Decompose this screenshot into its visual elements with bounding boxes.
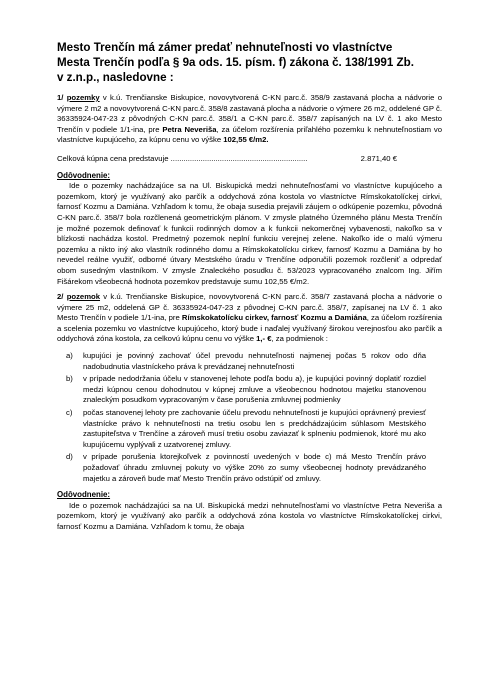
item-2-number: 2/ [57,292,64,302]
item-2-reason-heading: Odôvodnenie: [57,490,111,500]
conditions-list [57,351,442,484]
item-1-buyer: Petra Neveriša [162,124,217,134]
total-price-value: 2.871,40 € [360,153,397,163]
item-2-paragraph [57,292,442,345]
item-2-buyer: Rímskokatolícku cirkev, farnosť Kozmu a Damiána [181,313,367,323]
item-2-total: 1,- € [256,334,272,344]
condition-text: kupujúci je povinný zachovať účel prevodu nehnuteľnosti najmenej počas 5 rokov odo dňa nadobudnutia vlastníckeho práva k prevádzanej nehnuteľnosti [83,351,426,371]
item-1-text-a: v k.ú. Trenčianske Biskupice, novovytvorená C-KN parc.č. 358/9 zastavaná plocha a nádvorie o výmere 2 m2 a novovytvorená C-KN parc.č. 358/8 zastavaná plocha a nádvorie o výmere 26 m2, oddelené GP č. 36335924-047-23 z pôvodných C-KN parc.č. 358/1 a C-KN parc.č. 358/7 zapísaných na LV č. 1 ako Mesto Trenčín v podiele 1/1-ina, pre [57,93,442,134]
item-1-number: 1/ [57,93,64,102]
item-2-reason: Ide o pozemok nachádzajúci sa na Ul. Biskupická medzi nehnuteľnosťami vo vlastníctve Petra Neveriša a pozemkom, ktorý je využívaný ako parčík a oddychová zóna kostola vo vlastníctve Rímskokatolíckej cirkvi, farnosť Kozmu a Damiána. Vzhľadom k tomu, že obaja [57,500,442,531]
condition-text: v prípade nedodržania účelu v stanovenej lehote podľa bodu a), je kupujúci povinný doplatiť rozdiel medzi kúpnou cenou dohodnutou v kúpnej zmluve a všeobecnou hodnotou majetku stanovenou znaleckým posudkom vypracovaným v čase porušenia zmluvnej podmienky [83,374,426,405]
item-2-keyword: pozemok [66,292,101,302]
condition-item [57,408,442,450]
document-title [57,40,442,85]
item-1-unit-price: 102,55 €/m2. [223,135,269,145]
item-1-keyword: pozemky [66,93,100,102]
item-1-text-b: , za účelom rozšírenia priľahlého pozemku k nehnuteľnostiam vo vlastníctve kupujúceho, za kúpnu cenu vo výške [57,124,442,145]
item-1-paragraph [57,93,442,146]
condition-marker: c) [66,408,73,418]
item-1-reason-heading: Odôvodnenie: [57,170,111,180]
item-1-reason: Ide o pozemky nachádzajúce sa na Ul. Biskupická medzi nehnuteľnosťami vo vlastníctve kupujúceho a pozemkom, ktorý je využívaný ako parčík a oddychová zóna kostola vo vlastníctve Rímskokatolíckej cirkvi, farnosť Kozmu a Damiána. Vzhľadom k tomu, že obaja susedia prejavili záujem o odkúpenie pozemku, pôvodná C-KN parc.č. 358/7 bola rozčlenená geometrickým plánom. V zmysle platného Územného plánu Mesta Trenčín je možné pozemok definovať k funkcii rodinných domov a k funkcii nekomerčnej vybavenosti, nakoľko sa v blízkosti nachádza kostol. Predmetný pozemok neplní funkciu verejnej zelene. Nakoľko ide o malú výmeru pozemku a nikto iný ako vlastník rodinného domu a Rímskokatolícku cirkev, farnosť Kozmu a Damiána by ho nevedel reálne využiť, odborné útvary Mestského úradu v Trenčíne odporučili pozemok rozčleniť a odpredať obom susedným vlastníkom. V zmysle Znaleckého posudku č. 53/2023 vypracovaného znalcom Ing. Jiřím Fišárekom všeobecná hodnota pozemkov predstavuje sumu 102,55 €/m2. [57,181,442,286]
document-page [57,40,442,533]
condition-item [57,374,442,406]
item-2 [57,292,442,345]
title-line-3: v z.n.p., nasledovne : [57,71,174,84]
total-price-label: Celková kúpna cena predstavuje ................................................................ [57,153,308,163]
item-1 [57,93,442,146]
item-2-text-b: , za účelom rozšírenia a scelenia pozemku vo vlastníctve kupujúceho, ktorý bude i naďalej využívaný širokou verejnosťou ako parčík a oddychová zóna kostola, za celkovú kúpnu cenu vo výške [57,313,443,344]
item-2-text-a: v k.ú. Trenčianske Biskupice, novovytvorená C-KN parc.č. 358/7 zastavaná plocha a nádvorie o výmere 25 m2, oddelená GP č. 36335924-047-23 z pôvodnej C-KN parc.č. 358/7, zapísanej na LV č. 1 ako Mesto Trenčín v podiele 1/1-ina, pre [57,292,442,323]
condition-marker: d) [66,452,73,462]
condition-item [57,351,442,372]
condition-text: v prípade porušenia ktorejkoľvek z povinností uvedených v bode c) má Mesto Trenčín právo požadovať úhradu zmluvnej pokuty vo výške 20% zo sumy všeobecnej hodnoty prevádzaného majetku a zároveň bude mať Mesto Trenčín právo odstúpiť od zmluvy. [83,452,426,483]
total-price-row [57,154,397,165]
condition-text: počas stanovenej lehoty pre zachovanie účelu prevodu nehnuteľnosti je kupujúci oprávnený previesť vlastnícke právo k nehnuteľnosti na tretiu osobu len s predchádzajúcim súhlasom Mestského zastupiteľstva v Trenčíne a zároveň musí tretiu osobu zaviazať k splneniu podmienok, ktoré mu ako kupujúcemu vyplývali z uzatvorenej zmluvy. [83,408,426,449]
condition-marker: a) [66,351,73,361]
condition-item [57,452,442,484]
title-line-1: Mesto Trenčín má zámer predať nehnuteľnosti vo vlastníctve [57,41,393,54]
condition-marker: b) [66,374,73,384]
title-line-2: Mesta Trenčín podľa § 9a ods. 15. písm. f) zákona č. 138/1991 Zb. [57,56,414,69]
item-2-text-c: , za podmienok : [271,334,328,344]
